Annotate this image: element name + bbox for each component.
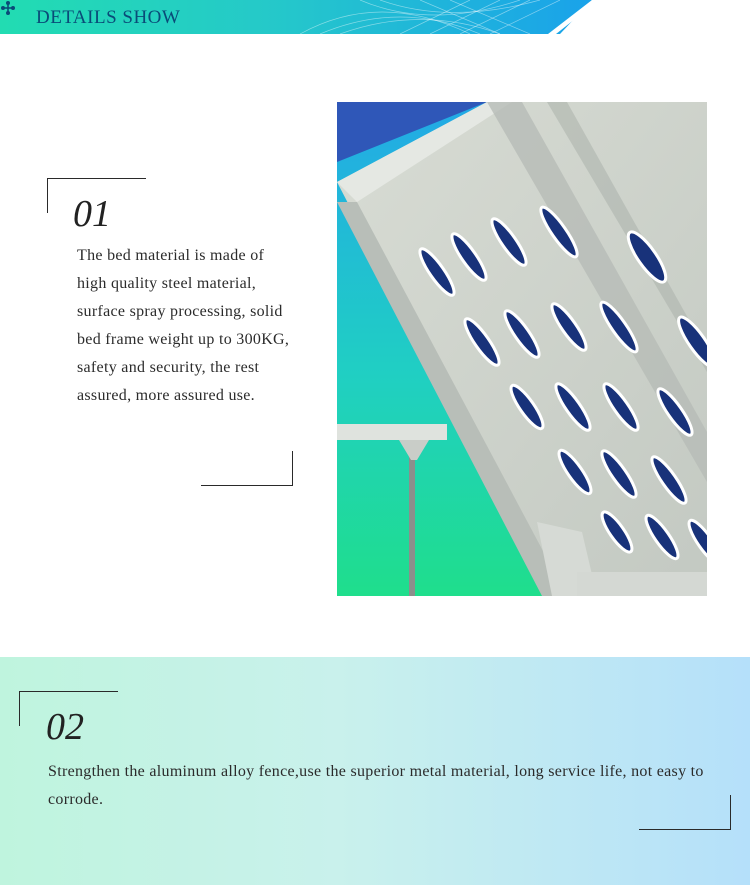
corner-frame-bottom-right: [201, 451, 293, 486]
header-banner: [0, 0, 600, 34]
section-description: The bed material is made of high quality steel material, surface spray processing, solid bed frame weight up to 300KG, safety and security, the rest assured, more assured use.: [77, 247, 290, 404]
section-number: 01: [73, 193, 111, 235]
section-description: Strengthen the aluminum alloy fence,use the superior metal material, long service life, not easy to corrode.: [48, 763, 704, 808]
section-number: 02: [46, 706, 84, 748]
corner-frame-bottom-right: [639, 795, 731, 830]
bed-frame-image: [337, 102, 707, 596]
product-photo: [337, 102, 707, 596]
fleur-icon: [0, 0, 16, 16]
page-title: DETAILS SHOW: [36, 7, 181, 28]
